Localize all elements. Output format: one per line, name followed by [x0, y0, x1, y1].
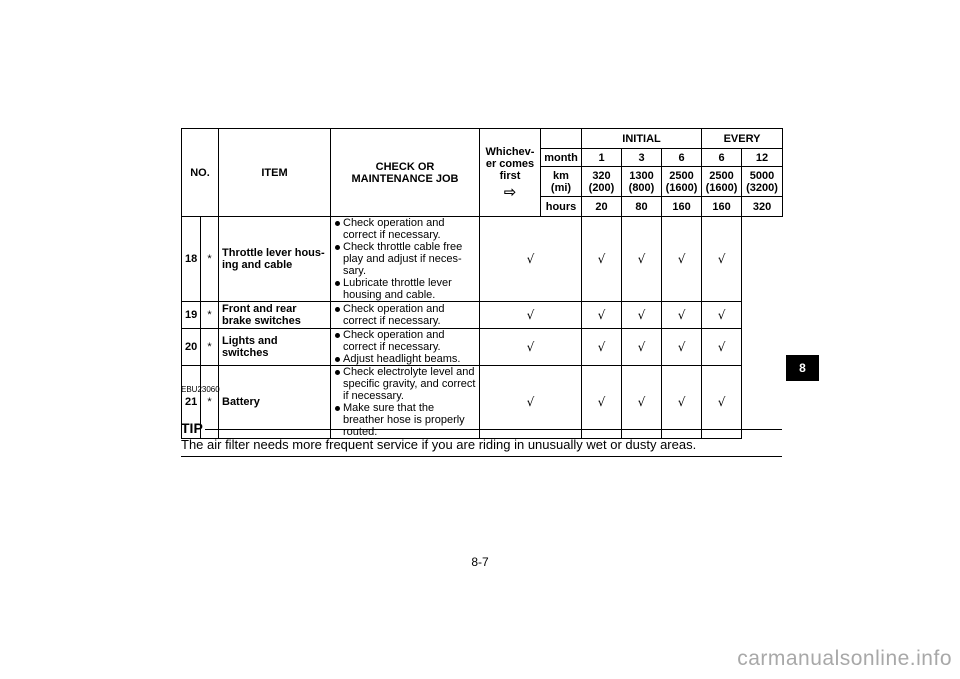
check-mark-icon: √ [622, 329, 662, 366]
maintenance-table [181, 128, 783, 439]
job-bullet: Check operation and correct if necessary. [334, 303, 476, 327]
check-mark-icon: √ [702, 302, 742, 329]
check-mark-icon: √ [622, 302, 662, 329]
table-row [182, 302, 783, 329]
check-mark-icon: √ [622, 366, 662, 439]
header-corner [541, 129, 582, 149]
header-every: EVERY [702, 129, 783, 149]
job-bullet: Check operation and correct if necessary. [334, 217, 476, 241]
row-item: Lights and switches [219, 329, 331, 366]
reference-code: EBU23060 [181, 385, 220, 394]
check-mark-icon: √ [622, 217, 662, 302]
hours-value: 160 [662, 197, 702, 217]
row-item: Throttle lever hous-ing and cable [219, 217, 331, 302]
row-number: 18 [182, 217, 201, 302]
check-mark-icon: √ [480, 217, 582, 302]
asterisk-mark: * [201, 366, 219, 439]
check-mark-icon: √ [582, 366, 622, 439]
header-item: ITEM [219, 129, 331, 217]
check-mark-icon: √ [582, 217, 622, 302]
unit-km-label: km (mi) [541, 167, 582, 197]
watermark: carmanualsonline.info [737, 647, 952, 670]
km-value: 2500 (1600) [702, 167, 742, 197]
job-bullet: Make sure that the breather hose is properly routed. [334, 402, 476, 438]
km-value: 1300 (800) [622, 167, 662, 197]
table-row [182, 366, 783, 439]
whichever-text: Whichev-er comes first [485, 145, 535, 182]
row-jobs [331, 366, 480, 439]
row-jobs [331, 217, 480, 302]
check-mark-icon: √ [662, 329, 702, 366]
check-mark-icon: √ [662, 217, 702, 302]
job-bullet: Check throttle cable free play and adjust if neces-sary. [334, 241, 476, 277]
header-whichever [480, 129, 541, 217]
page-number: 8-7 [471, 555, 489, 569]
hours-value: 80 [622, 197, 662, 217]
job-bullet: Adjust headlight beams. [334, 353, 476, 365]
row-jobs [331, 329, 480, 366]
row-item: Battery [219, 366, 331, 439]
hours-value: 160 [702, 197, 742, 217]
month-value: 3 [622, 149, 662, 167]
tip-bottom-divider [181, 456, 782, 457]
check-mark-icon: √ [662, 366, 702, 439]
row-number: 21 [182, 366, 201, 439]
job-bullet: Lubricate throttle lever housing and cable. [334, 277, 476, 301]
km-value: 320 (200) [582, 167, 622, 197]
right-arrow-icon: ⇨ [503, 182, 517, 201]
month-value: 6 [662, 149, 702, 167]
km-value: 5000 (3200) [742, 167, 783, 197]
job-bullet: Check operation and correct if necessary. [334, 329, 476, 353]
check-mark-icon: √ [582, 329, 622, 366]
asterisk-mark: * [201, 217, 219, 302]
check-mark-icon: √ [582, 302, 622, 329]
header-initial: INITIAL [582, 129, 702, 149]
chapter-tab: 8 [786, 355, 819, 381]
unit-hours-label: hours [541, 197, 582, 217]
table-row [182, 217, 783, 302]
job-bullet: Check electrolyte level and specific gravity, and correct if necessary. [334, 366, 476, 402]
row-number: 19 [182, 302, 201, 329]
month-value: 12 [742, 149, 783, 167]
header-job: CHECK OR MAINTENANCE JOB [331, 129, 480, 217]
km-value: 2500 (1600) [662, 167, 702, 197]
row-number: 20 [182, 329, 201, 366]
tip-text: The air filter needs more frequent service if you are riding in unusually wet or dusty areas. [181, 437, 697, 452]
hours-value: 320 [742, 197, 783, 217]
month-value: 6 [702, 149, 742, 167]
header-no: NO. [182, 129, 219, 217]
asterisk-mark: * [201, 302, 219, 329]
check-mark-icon: √ [480, 302, 582, 329]
table-row [182, 329, 783, 366]
check-mark-icon: √ [480, 329, 582, 366]
tip-divider [205, 429, 782, 430]
unit-month-label: month [541, 149, 582, 167]
asterisk-mark: * [201, 329, 219, 366]
tip-heading: TIP [181, 420, 203, 436]
check-mark-icon: √ [702, 217, 742, 302]
check-mark-icon: √ [702, 329, 742, 366]
row-jobs [331, 302, 480, 329]
check-mark-icon: √ [480, 366, 582, 439]
hours-value: 20 [582, 197, 622, 217]
check-mark-icon: √ [702, 366, 742, 439]
month-value: 1 [582, 149, 622, 167]
check-mark-icon: √ [662, 302, 702, 329]
row-item: Front and rear brake switches [219, 302, 331, 329]
